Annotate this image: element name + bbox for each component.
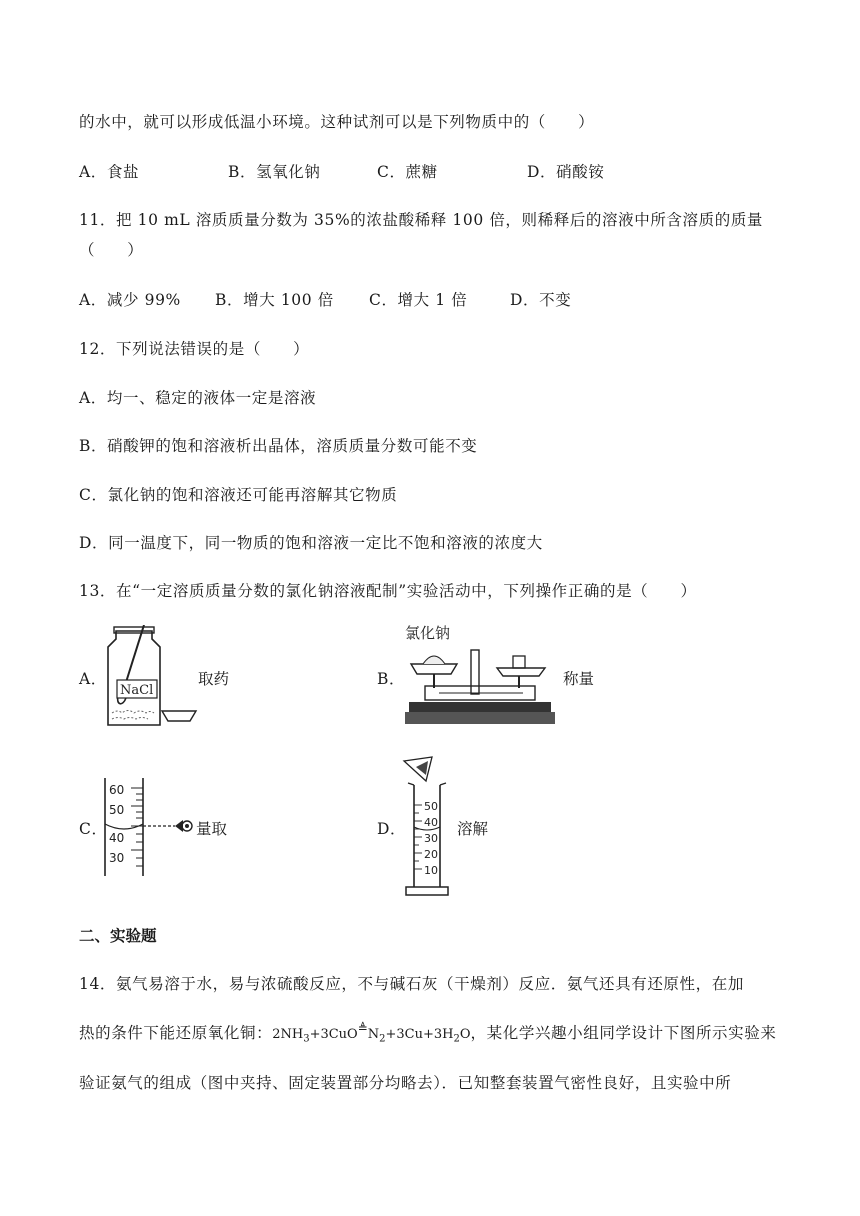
q13-option-d-caption: 溶解 xyxy=(457,820,489,838)
q10-option-b: B．氢氧化钠 xyxy=(228,163,321,181)
q13-option-b-letter: B． xyxy=(377,670,406,688)
tick-label-20: 20 xyxy=(424,848,438,861)
q13-option-a-letter: A． xyxy=(79,670,107,688)
tick-label-40: 40 xyxy=(109,831,125,845)
q13-option-d-letter: D． xyxy=(377,820,407,838)
q14-line-2-post: ，某化学兴趣小组同学设计下图所示实验来 xyxy=(470,1024,777,1042)
q10-option-d: D．硝酸铵 xyxy=(527,163,605,181)
reagent-bottle-figure xyxy=(100,625,200,730)
heat-arrow: ≜ xyxy=(357,1021,368,1035)
q11-option-b: B．增大 100 倍 xyxy=(215,291,334,309)
q10-option-c: C．蔗糖 xyxy=(377,163,438,181)
tick-label-40: 40 xyxy=(424,816,438,829)
q13-option-b-caption: 称量 xyxy=(563,670,595,688)
q12-option-a: A．均一、稳定的液体一定是溶液 xyxy=(79,389,317,407)
tick-label-30: 30 xyxy=(424,832,438,845)
nacl-label: NaCl xyxy=(120,683,154,698)
q10-stem-continuation: 的水中，就可以形成低温小环境。这种试剂可以是下列物质中的（ ） xyxy=(79,113,595,131)
section-heading: 二、实验题 xyxy=(79,927,157,945)
q14-line-2 xyxy=(79,1021,776,1045)
q11-paren: （ ） xyxy=(79,241,144,259)
q13-option-c-letter: C． xyxy=(79,820,108,838)
tick-label-60: 60 xyxy=(109,783,125,797)
balance-label: 氯化钠 xyxy=(405,624,451,642)
q11-stem: 11．把 10 mL 溶质质量分数为 35%的浓盐酸稀释 100 倍，则稀释后的溶液中所含溶质的质量 xyxy=(79,211,764,229)
q12-option-d: D．同一温度下，同一物质的饱和溶液一定比不饱和溶液的浓度大 xyxy=(79,534,543,552)
chemical-equation: $2NH_3+3CuO≜N_2+3Cu+3H_2O$ xyxy=(272,1021,471,1045)
q10-option-a: A．食盐 xyxy=(79,163,140,181)
balance-figure xyxy=(405,620,555,730)
q11-option-d: D．不变 xyxy=(510,291,572,309)
graduated-cylinder-reading-figure xyxy=(103,778,198,878)
tick-label-50: 50 xyxy=(424,800,438,813)
cylinder-dissolve-figure xyxy=(402,755,457,900)
q13-option-a-caption: 取药 xyxy=(198,670,230,688)
q14-line-2-pre: 热的条件下能还原氧化铜： xyxy=(79,1024,273,1042)
tick-label-30: 30 xyxy=(109,851,125,865)
q14-line-1: 14．氨气易溶于水，易与浓硫酸反应，不与碱石灰（干燥剂）反应．氨气还具有还原性，在加 xyxy=(79,975,744,993)
q12-stem: 12．下列说法错误的是（ ） xyxy=(79,340,310,358)
q13-option-c-caption: 量取 xyxy=(196,820,228,838)
q14-line-3: 验证氨气的组成（图中夹持、固定装置部分均略去）．已知整套装置气密性良好，且实验中所 xyxy=(79,1074,732,1092)
q11-option-c: C．增大 1 倍 xyxy=(369,291,468,309)
q11-option-a: A．减少 99% xyxy=(79,291,181,309)
tick-label-10: 10 xyxy=(424,864,438,877)
q12-option-b: B．硝酸钾的饱和溶液析出晶体，溶质质量分数可能不变 xyxy=(79,437,478,455)
tick-label-50: 50 xyxy=(109,803,125,817)
q12-option-c: C．氯化钠的饱和溶液还可能再溶解其它物质 xyxy=(79,486,398,504)
q13-stem: 13．在“一定溶质质量分数的氯化钠溶液配制”实验活动中，下列操作正确的是（ ） xyxy=(79,582,697,600)
